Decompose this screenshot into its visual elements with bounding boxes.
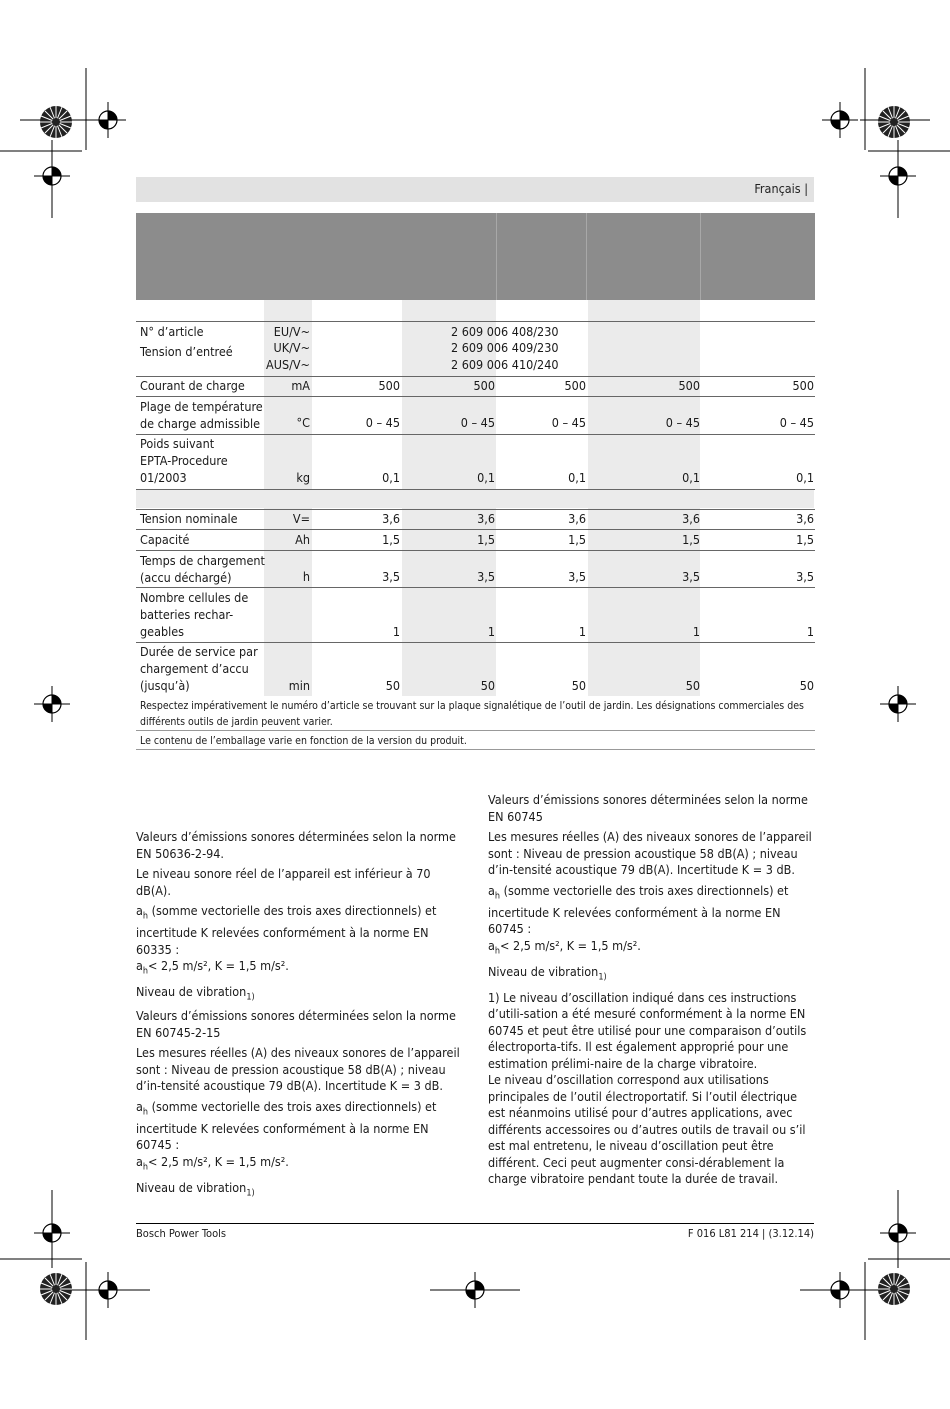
table-rule bbox=[136, 587, 815, 588]
row-value: 1,5 bbox=[682, 532, 700, 547]
row-unit: kg bbox=[296, 470, 310, 485]
vib-subscript: h bbox=[142, 966, 149, 977]
row-label: Temps de chargement bbox=[140, 553, 265, 568]
right-column bbox=[488, 792, 816, 1188]
row-value: 500 bbox=[564, 378, 586, 393]
row-value: 50 bbox=[685, 678, 700, 693]
region-uk: UK/V~ bbox=[273, 340, 310, 355]
row-value: 500 bbox=[678, 378, 700, 393]
row-unit: h bbox=[302, 569, 310, 584]
block1-paragraph2: $a_h$ (somme vectorielle des trois axes directionnels) et incertitude K relevées conformément à la norme EN 60335 : bbox=[136, 903, 437, 957]
page-header-bar bbox=[136, 177, 814, 202]
right-paragraph1: Les mesures réelles (A) des niveaux sonores de l’appareil sont : Niveau de pression acoustique 58 dB(A) ; niveau d’in-tensité acoustique 79 dB(A). Incertitude K = 3 dB. bbox=[488, 829, 812, 877]
row-unit: mA bbox=[291, 378, 310, 393]
table-note-package: Le contenu de l’emballage varie en fonction de la version du produit. bbox=[140, 735, 467, 747]
table-rule bbox=[136, 376, 815, 377]
row-value: 50 bbox=[385, 678, 400, 693]
row-value: 3,5 bbox=[682, 569, 700, 584]
footnote-ref: 1) bbox=[246, 992, 255, 1003]
row-unit: min bbox=[288, 678, 310, 693]
block2-title-line1: Valeurs d’émissions sonores déterminées selon la norme bbox=[136, 1008, 456, 1023]
right-paragraph2: $a_h$ (somme vectorielle des trois axes directionnels) et incertitude K relevées conformément à la norme EN 60745 : bbox=[488, 882, 789, 936]
footer-rule bbox=[136, 1223, 814, 1224]
shaded-spacer-row bbox=[136, 490, 814, 508]
vib-symbol: a bbox=[136, 903, 143, 918]
row-label: Capacité bbox=[140, 532, 190, 547]
row-value: 1,5 bbox=[796, 532, 814, 547]
row-label: Nombre cellules de bbox=[140, 590, 249, 605]
table-rule bbox=[136, 642, 815, 643]
row-value: 0 – 45 bbox=[460, 415, 495, 430]
row-value: 0 – 45 bbox=[779, 415, 814, 430]
right-title-line1: Valeurs d’émissions sonores déterminées selon la norme bbox=[488, 792, 808, 807]
row-unit: °C bbox=[296, 415, 310, 430]
right-vibration-level: Niveau de vibration$_{1)}$ bbox=[488, 963, 607, 982]
block2-paragraph2: $a_h$ (somme vectorielle des trois axes directionnels) et incertitude K relevées conformément à la norme EN 60745 : bbox=[136, 1098, 437, 1152]
region-eu: EU/V~ bbox=[273, 324, 310, 339]
block2-title-line2: EN 60745-2-15 bbox=[136, 1024, 221, 1040]
left-column bbox=[136, 829, 462, 1010]
row-value: 1 bbox=[487, 624, 495, 639]
vib-subscript: h bbox=[494, 946, 501, 956]
left-column-block2 bbox=[136, 1008, 462, 1206]
row-value: 1 bbox=[806, 624, 814, 639]
right-oscillation-paragraph: Le niveau d’oscillation correspond aux utilisations principales de l’outil électroportatif. Si l’outil électrique est néanmoins utilisé pour d’autres applications, avec différents accessoires ou d’autres outils de travail ou s’il est mal entretenu, le niveau d’oscillation peut être différent. Ceci peut augmenter consi-dérablement la charge vibratoire pendant toute la durée de travail. bbox=[488, 1072, 806, 1186]
vib-subscript: h bbox=[142, 1162, 149, 1172]
vib-symbol: a bbox=[136, 1153, 143, 1169]
block2-value: $a_h< 2,5$ m/s², K = 1,5 m/s². bbox=[136, 1153, 289, 1172]
vib-symbol: a bbox=[488, 937, 495, 953]
row-value: 1,5 bbox=[568, 532, 586, 547]
row-label: 01/2003 bbox=[140, 470, 187, 485]
row-value: 500 bbox=[378, 378, 400, 393]
row-value: 0,1 bbox=[382, 470, 400, 485]
footer-doc-number: F 016 L81 214 | (3.12.14) bbox=[687, 1227, 814, 1240]
row-value: 0,1 bbox=[682, 470, 700, 485]
table-rule bbox=[136, 749, 815, 750]
table-note-article: Respectez impérativement le numéro d’article se trouvant sur la plaque signalétique de l’outil de jardin. Les désignations commerciales des différents outils de jardin peuvent varier. bbox=[140, 700, 804, 728]
vib-symbol: a bbox=[136, 1098, 143, 1114]
row-value: 0,1 bbox=[477, 470, 495, 485]
row-unit: V= bbox=[292, 511, 310, 526]
table-rule bbox=[136, 396, 815, 397]
row-label: Plage de température bbox=[140, 399, 263, 414]
right-title-line2: EN 60745 bbox=[488, 808, 543, 824]
row-value: 0 – 45 bbox=[551, 415, 586, 430]
row-label: Durée de service par bbox=[140, 644, 258, 659]
row-value: 0 – 45 bbox=[665, 415, 700, 430]
region-aus: AUS/V~ bbox=[266, 357, 310, 372]
article-label: N° d’article bbox=[140, 324, 204, 339]
vib-subscript: h bbox=[142, 1107, 149, 1117]
vib-symbol: a bbox=[488, 882, 495, 898]
row-unit: Ah bbox=[295, 532, 310, 547]
row-value: 50 bbox=[571, 678, 586, 693]
table-rule bbox=[136, 529, 815, 530]
row-value: 0,1 bbox=[568, 470, 586, 485]
row-label: (jusqu’à) bbox=[140, 678, 190, 693]
row-value: 3,5 bbox=[796, 569, 814, 584]
row-value: 3,5 bbox=[568, 569, 586, 584]
row-value: 50 bbox=[480, 678, 495, 693]
article-number-aus: 2 609 006 410/240 bbox=[451, 357, 559, 372]
block1-title-line2: EN 50636-2-94. bbox=[136, 845, 225, 861]
input-voltage-label: Tension d’entreé bbox=[140, 344, 233, 359]
row-value: 3,5 bbox=[477, 569, 495, 584]
vib-subscript: h bbox=[494, 891, 501, 901]
table-rule bbox=[136, 489, 815, 490]
footer-brand: Bosch Power Tools bbox=[136, 1227, 227, 1240]
right-value: $a_h< 2,5$ m/s², K = 1,5 m/s². bbox=[488, 937, 641, 956]
row-value: 500 bbox=[473, 378, 495, 393]
row-value: 3,6 bbox=[568, 511, 586, 526]
row-value: 3,6 bbox=[477, 511, 495, 526]
row-label: EPTA-Procedure bbox=[140, 453, 228, 468]
block1-value: $a_h< 2,5$ m/s², K = 1,5 m/s². bbox=[136, 958, 289, 977]
row-value: 3,6 bbox=[382, 511, 400, 526]
row-value: 1 bbox=[578, 624, 586, 639]
table-rule bbox=[136, 321, 815, 322]
vib-symbol: a bbox=[136, 958, 143, 973]
row-label: (accu déchargé) bbox=[140, 570, 232, 585]
row-value: 3,6 bbox=[682, 511, 700, 526]
row-value: 0 – 45 bbox=[365, 415, 400, 430]
table-header-band bbox=[136, 213, 815, 300]
block1-title-line1: Valeurs d’émissions sonores déterminées selon la norme bbox=[136, 829, 456, 844]
row-label: chargement d’accu bbox=[140, 661, 249, 676]
footnote-ref: 1) bbox=[598, 972, 607, 982]
article-number-uk: 2 609 006 409/230 bbox=[451, 340, 559, 355]
row-value: 1,5 bbox=[382, 532, 400, 547]
row-label: Courant de charge bbox=[140, 378, 245, 393]
row-label: geables bbox=[140, 624, 185, 639]
vib-subscript: h bbox=[142, 911, 149, 922]
table-rule bbox=[136, 434, 815, 435]
row-value: 500 bbox=[792, 378, 814, 393]
row-value: 1,5 bbox=[477, 532, 495, 547]
language-label: Français | bbox=[754, 181, 808, 196]
row-value: 1 bbox=[692, 624, 700, 639]
block2-paragraph1: Les mesures réelles (A) des niveaux sonores de l’appareil sont : Niveau de pression acoustique 58 dB(A) ; niveau d’in-tensité acoustique 79 dB(A). Incertitude K = 3 dB. bbox=[136, 1045, 460, 1093]
row-label: Poids suivant bbox=[140, 436, 215, 451]
row-label: batteries rechar- bbox=[140, 607, 234, 622]
row-value: 3,6 bbox=[796, 511, 814, 526]
row-label: de charge admissible bbox=[140, 416, 261, 431]
article-number-eu: 2 609 006 408/230 bbox=[451, 324, 559, 339]
table-rule bbox=[136, 550, 815, 551]
right-footnote-paragraph: 1) Le niveau d’oscillation indiqué dans ces instructions d’utili-sation a été mesuré conformément à la norme EN 60745 et peut être utilisé pour une comparaison d’outils électroporta-tifs. Il est également approprié pour une estimation prélimi-naire de la charge vibratoire. bbox=[488, 989, 807, 1071]
row-value: 1 bbox=[392, 624, 400, 639]
footnote-ref: 1) bbox=[246, 1188, 255, 1198]
block1-vibration-level: Niveau de vibration$_{1)}$ bbox=[136, 984, 255, 1003]
block1-paragraph1: Le niveau sonore réel de l’appareil est inférieur à 70 dB(A). bbox=[136, 866, 431, 898]
table-rule bbox=[136, 730, 815, 731]
row-value: 0,1 bbox=[796, 470, 814, 485]
row-value: 3,5 bbox=[382, 569, 400, 584]
row-value: 50 bbox=[799, 678, 814, 693]
block2-vibration-level: Niveau de vibration$_{1)}$ bbox=[136, 1179, 255, 1198]
row-label: Tension nominale bbox=[140, 511, 238, 526]
table-rule bbox=[136, 509, 815, 510]
